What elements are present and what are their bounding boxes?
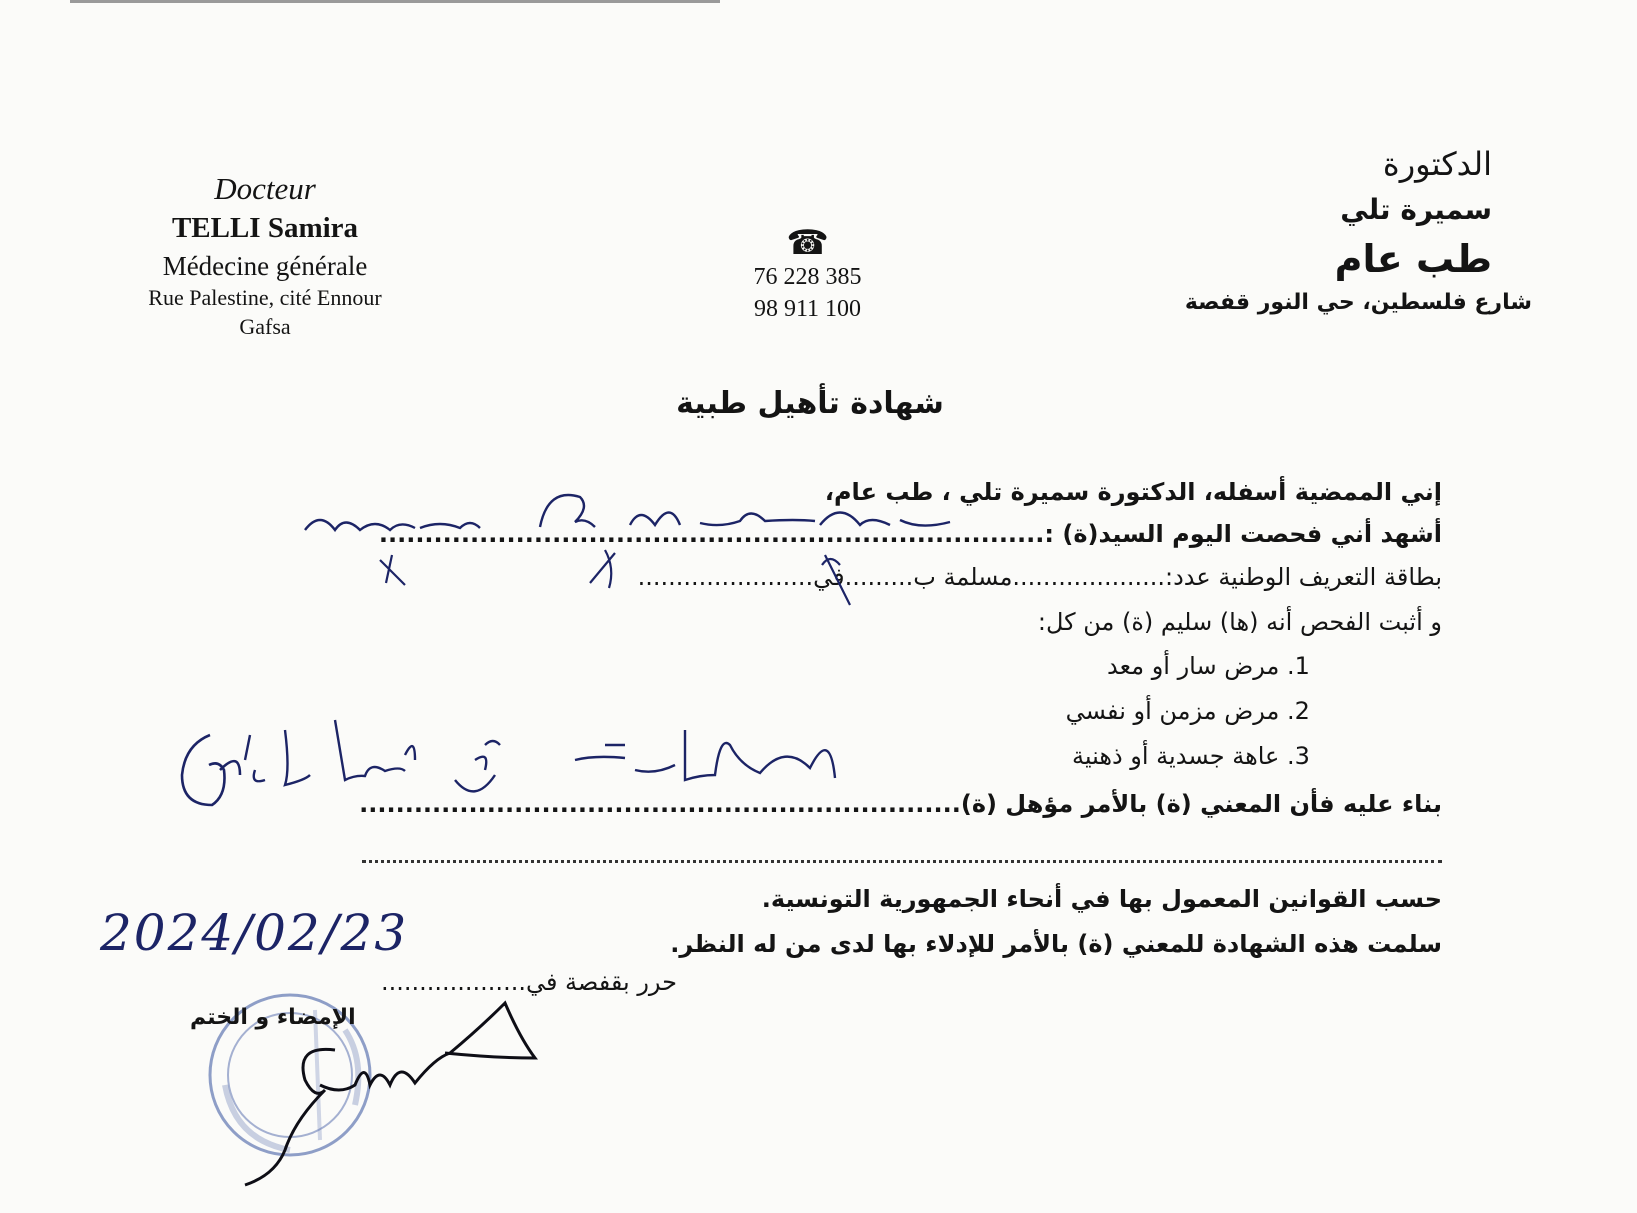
laws-line: حسب القوانين المعمول بها في أنحاء الجمهورية التونسية. (761, 885, 1442, 913)
qualification-line: بناء عليه فأن المعني (ة) بالأمر مؤهل (ة).................................................................. (359, 790, 1442, 818)
doctor-title-fr: Docteur (214, 171, 316, 206)
id-card-line: بطاقة التعريف الوطنية عدد:....................مسلمة ب.........في....................... (637, 563, 1442, 591)
handwritten-signature (240, 990, 560, 1190)
list-item: 1. مرض سار أو معد (1107, 652, 1310, 680)
place-date-line: حرر بقفصة في................... (381, 968, 677, 996)
examined-person-line: أشهد أني فحصت اليوم السيد(ة) :......................................................................... (378, 520, 1442, 548)
doctor-header-arabic (1092, 140, 1532, 320)
exam-result-line: و أثبت الفحص أنه (ها) سليم (ة) من كل: (1037, 608, 1442, 636)
doctor-city-fr: Gafsa (239, 314, 291, 339)
declaration-line: إني الممضية أسفله، الدكتورة سميرة تلي ، طب عام، (824, 478, 1442, 506)
phone-icon: ☎ (786, 223, 829, 263)
doctor-specialty-fr: Médecine générale (162, 251, 368, 281)
phone-number-2: 98 911 100 (753, 296, 862, 322)
phone-number-1: 76 228 385 (753, 264, 862, 290)
handwritten-date-text: 2024/02/23 (100, 904, 409, 962)
handwritten-qualification (175, 715, 875, 825)
handwritten-id-marks (370, 545, 870, 615)
doctor-address-fr: Rue Palestine, cité Ennour (148, 285, 382, 310)
document-title: شهادة تأهيل طبية (676, 386, 944, 421)
doctor-name-ar: سميرة تلي (1340, 193, 1492, 226)
contact-block (720, 225, 895, 325)
delivery-line: سلمت هذه الشهادة للمعني (ة) بالأمر للإدلاء بها لدى من له النظر. (670, 930, 1442, 958)
dotted-fill-line (362, 860, 1442, 863)
doctor-name-fr: TELLI Samira (171, 212, 359, 244)
signature-label: الإمضاء و الختم (190, 1005, 356, 1030)
doctor-title-ar: الدكتورة (1382, 145, 1492, 183)
list-item: 3. عاهة جسدية أو ذهنية (1071, 742, 1310, 770)
handwritten-date (100, 895, 460, 965)
doctor-address-ar: شارع فلسطين، حي النور قفصة (1184, 290, 1532, 315)
doctor-header-french (100, 170, 430, 342)
scan-edge-divider (70, 0, 720, 3)
list-item: 2. مرض مزمن أو نفسي (1065, 697, 1310, 725)
doctor-specialty-ar: طب عام (1334, 237, 1492, 281)
